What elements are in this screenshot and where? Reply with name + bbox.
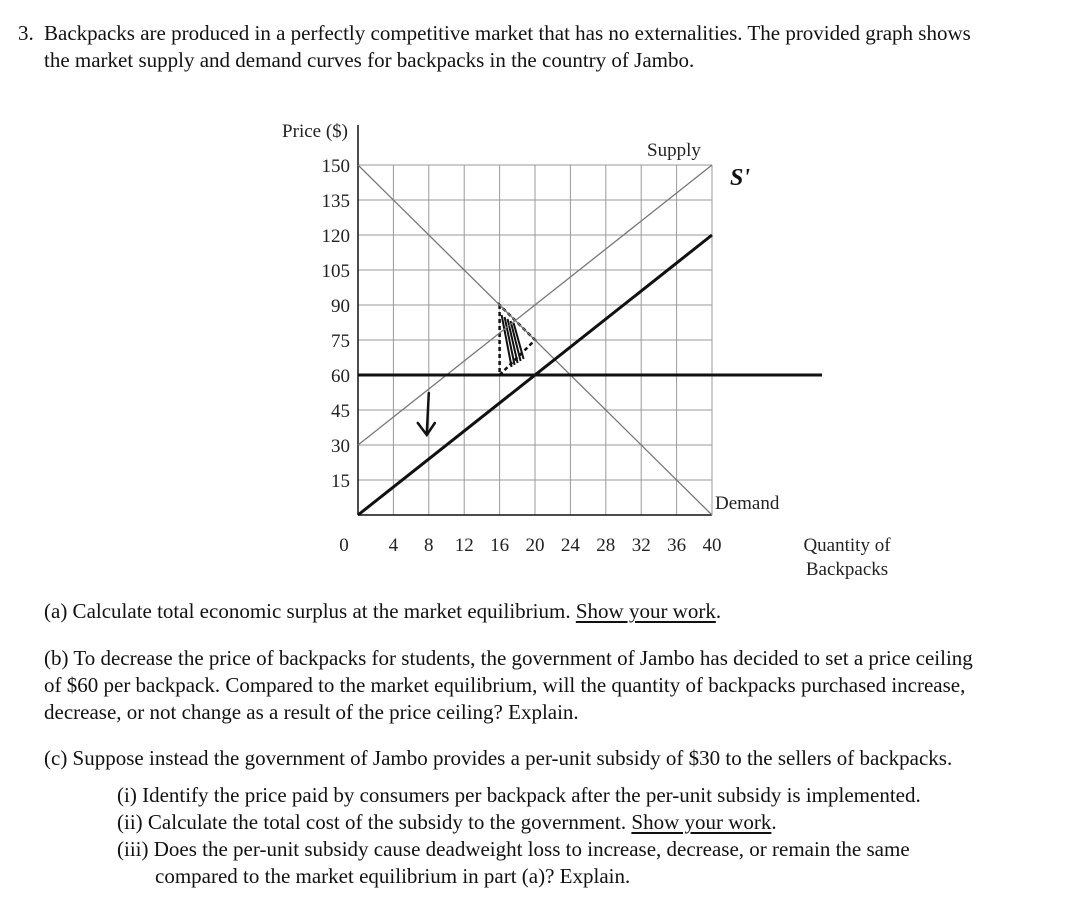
part-b-line-1: (b) To decrease the price of backpacks for students, the government of Jambo has decided to set a price ceiling	[44, 646, 973, 670]
part-a-show-work: Show your work	[575, 599, 716, 623]
y-tick-label: 60	[331, 366, 350, 387]
x-tick-label: 28	[596, 535, 616, 556]
part-c	[44, 745, 1074, 772]
x-tick-label: 8	[424, 535, 434, 556]
part-c-iii-line-2: compared to the market equilibrium in part (a)? Explain.	[155, 864, 631, 888]
part-c-ii-text: (ii) Calculate the total cost of the subsidy to the government.	[117, 810, 627, 834]
question-number: 3.	[18, 21, 34, 45]
part-b-line-2: of $60 per backpack. Compared to the market equilibrium, will the quantity of backpacks purchased increase,	[44, 673, 966, 697]
supply-label: Supply	[647, 140, 701, 161]
x-axis-label-line2: Backpacks	[805, 559, 889, 580]
handwritten-s-prime-label: S'	[730, 165, 751, 191]
x-tick-label: 12	[454, 535, 474, 556]
intro-line-2: the market supply and demand curves for backpacks in the country of Jambo.	[44, 48, 695, 72]
y-axis-label: Price ($)	[282, 121, 348, 142]
origin-label: 0	[339, 535, 349, 556]
supply-demand-chart	[260, 110, 891, 585]
arrow-down-icon	[418, 393, 435, 435]
part-b	[44, 645, 1074, 726]
x-tick-label: 24	[560, 535, 580, 556]
part-a: (a) Calculate total economic surplus at the market equilibrium. Show your work.	[44, 599, 722, 623]
part-c-i: (i) Identify the price paid by consumers per backpack after the per-unit subsidy is implemented.	[117, 783, 921, 807]
y-tick-label: 75	[331, 331, 350, 352]
part-c-ii-show-work: Show your work	[631, 810, 772, 834]
part-b-line-3: decrease, or not change as a result of the price ceiling? Explain.	[44, 700, 579, 724]
y-tick-label: 45	[331, 401, 350, 422]
part-c-subparts	[117, 782, 1077, 890]
intro-line-1: Backpacks are produced in a perfectly competitive market that has no externalities. The provided graph shows	[44, 21, 971, 45]
x-axis-label-line1: Quantity of	[803, 535, 891, 556]
part-c-text: (c) Suppose instead the government of Jambo provides a per-unit subsidy of $30 to the sellers of backpacks.	[44, 746, 953, 770]
x-tick-label: 16	[490, 535, 510, 556]
y-tick-label: 90	[331, 296, 350, 317]
y-tick-label: 15	[331, 471, 350, 492]
question-intro	[18, 20, 1068, 74]
y-tick-label: 105	[321, 261, 350, 282]
shaded-area	[500, 305, 535, 375]
y-tick-label: 120	[321, 226, 350, 247]
x-tick-label: 32	[631, 535, 651, 556]
y-tick-label: 30	[331, 436, 350, 457]
part-c-ii: (ii) Calculate the total cost of the subsidy to the government. Show your work.	[117, 810, 777, 834]
y-tick-label: 135	[321, 191, 350, 212]
part-a-text: (a) Calculate total economic surplus at the market equilibrium.	[44, 599, 571, 623]
x-tick-label: 4	[388, 535, 399, 556]
y-tick-label: 150	[321, 156, 350, 177]
x-tick-label: 40	[702, 535, 722, 556]
x-tick-label: 20	[525, 535, 545, 556]
x-tick-label: 36	[667, 535, 687, 556]
part-c-iii-line-1: (iii) Does the per-unit subsidy cause deadweight loss to increase, decrease, or remain the same	[117, 837, 910, 861]
demand-label: Demand	[715, 493, 780, 514]
chart-labels	[282, 121, 891, 580]
